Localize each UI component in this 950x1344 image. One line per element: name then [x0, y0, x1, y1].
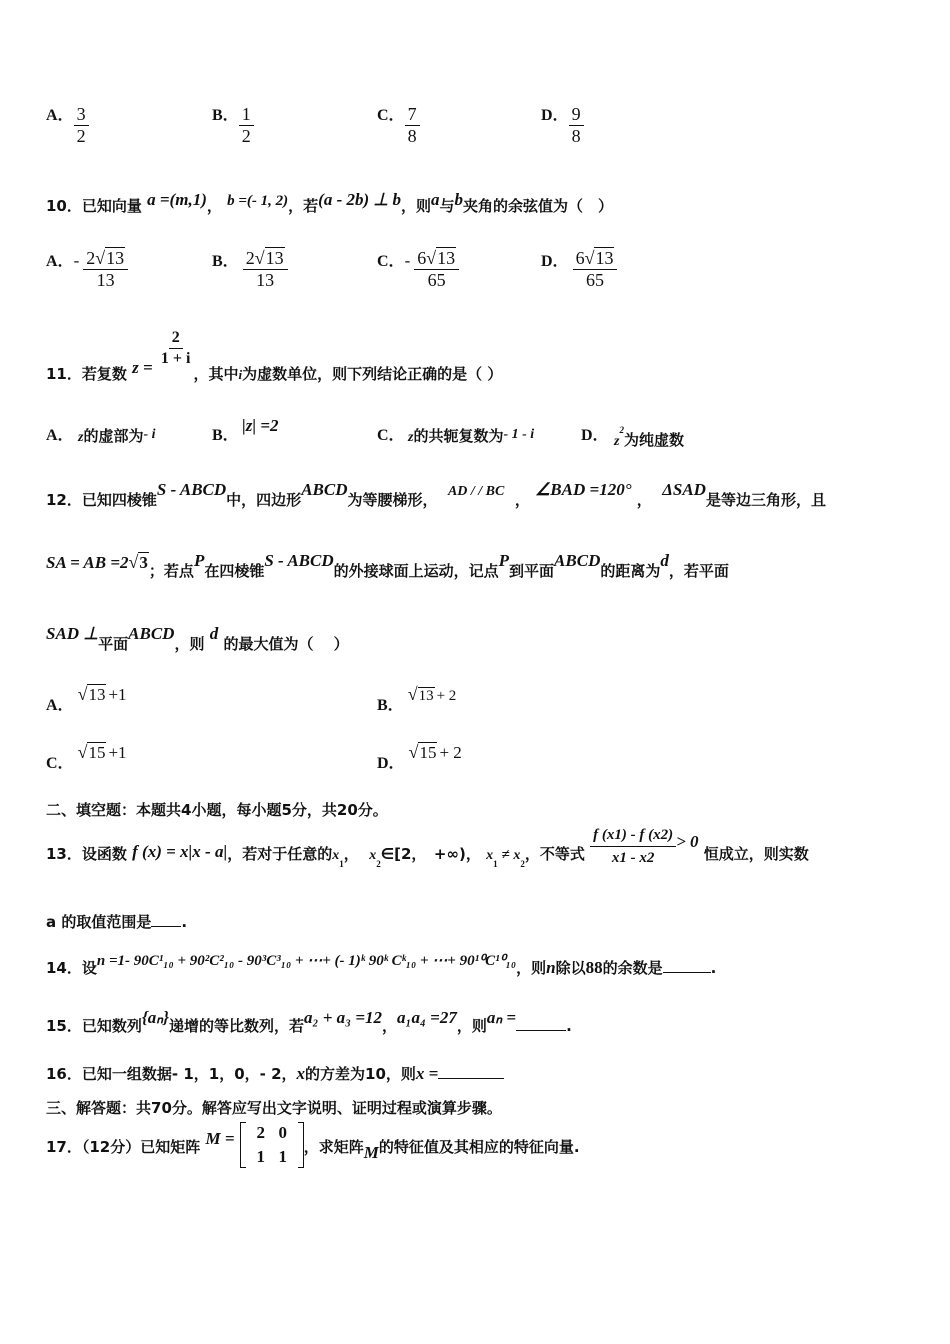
q13-fraction: $\frac{f (x1) - f (x2)}{x1 - x2}$ [590, 824, 676, 869]
q12-line3: SAD ⊥平面ABCD，则 d 的最大值为（ ） [46, 624, 349, 653]
q12-option-c: C．√15 +1 [46, 742, 127, 772]
q15-number: 15． [46, 1017, 82, 1035]
q11-number: 11． [46, 365, 82, 383]
fraction: $\frac{6√13}{65}$ [573, 248, 618, 291]
q16-number: 16． [46, 1065, 82, 1083]
fraction: $\frac{9}{8}$ [569, 104, 584, 147]
fraction: $\frac{1}{2}$ [239, 104, 254, 147]
q14-number: 14． [46, 959, 82, 977]
q11-stem: 11．若复数 z = $\frac{2}{1 + i}$ ，其中i为虚数单位，则下列结论正确的是（ ） [46, 329, 503, 383]
vector-a: a =(m,1) [147, 190, 207, 209]
fraction: $\frac{6√13}{65}$ [414, 248, 459, 291]
q9-option-b: B． $\frac{1}{2}$ [212, 104, 254, 147]
q12-line2: SA = AB =2√3；若点P在四棱锥S - ABCD的外接球面上运动，记点P到平面ABCD的距离为d，若平面 [46, 551, 729, 580]
matrix-M: 2 0 1 1 [240, 1122, 304, 1168]
q9-option-d: D． $\frac{9}{8}$ [541, 104, 584, 147]
q11-fraction: $\frac{2}{1 + i}$ [160, 329, 191, 367]
q13-stem: 13．设函数 f (x) = x|x - a|，若对于任意的$x_1$， $x_2\in[2$， +∞)， $x_1 \ne x_2$，不等式 $\frac{f (x1) - f (x2)}{x1 - x2}$ > 0 恒成立，则实数 [46, 826, 809, 871]
q13-number: 13． [46, 845, 82, 863]
q12-option-d: D．√15 + 2 [377, 742, 462, 772]
q12-option-a: A．√13 +1 [46, 684, 127, 714]
fraction: $\frac{3}{2}$ [74, 104, 89, 147]
q17-stem: 17．（12分）已知矩阵 M = 2 0 1 1 ，求矩阵M的特征值及其相应的特征向量. [46, 1123, 580, 1166]
answer-blank[interactable] [516, 1016, 566, 1031]
q12-option-b: B．√13 + 2 [377, 684, 457, 714]
q13-line2: a 的取值范围是 . [46, 913, 188, 931]
q12-number: 12． [46, 491, 82, 509]
q10-stem: 10．已知向量 a =(m,1)， b =(- 1, 2)，若(a - 2b) ⊥ b，则a与b夹角的余弦值为（ ） [46, 190, 614, 215]
q14-stem: 14．设n =1- 90C¹₁₀ + 90²C²₁₀ - 90³C³₁₀ + ⋯+ (- 1)ᵏ 90ᵏ Cᵏ₁₀ + ⋯+ 90¹⁰C¹⁰₁₀，则n除以88的余数是 . [46, 953, 717, 977]
q12-line1: 12．已知四棱锥S - ABCD中，四边形ABCD为等腰梯形， AD / / BC ， ∠BAD =120° ， ΔSAD是等边三角形，且 [46, 480, 826, 509]
answer-blank[interactable] [663, 958, 711, 973]
answer-blank[interactable] [151, 912, 181, 927]
q10-option-b: B． $\frac{2√13}{13}$ [212, 248, 288, 291]
q15-stem: 15．已知数列{aₙ}递增的等比数列，若a₂ + a₃ =12，a₁a₄ =27，则aₙ = . [46, 1008, 572, 1035]
q10-option-c: C．- $\frac{6√13}{65}$ [377, 248, 459, 291]
q12-options [46, 682, 926, 792]
q9-option-a: A． $\frac{3}{2}$ [46, 104, 89, 147]
answer-blank[interactable] [438, 1064, 504, 1079]
perp-condition: (a - 2b) ⊥ b [318, 190, 401, 209]
q14-expression: n =1- 90C¹₁₀ + 90²C²₁₀ - 90³C³₁₀ + ⋯+ (- 1)ᵏ 90ᵏ Cᵏ₁₀ + ⋯+ 90¹⁰C¹⁰₁₀ [96, 953, 517, 969]
fraction: $\frac{7}{8}$ [405, 104, 420, 147]
fraction: $\frac{2√13}{13}$ [83, 248, 128, 291]
q10-option-d: D． $\frac{6√13}{65}$ [541, 248, 617, 291]
q17-number: 17． [46, 1137, 82, 1156]
vector-b: b =(- 1, 2) [227, 193, 289, 209]
q16-stem: 16．已知一组数据- 1，1，0，- 2，x的方差为10，则x = [46, 1064, 504, 1084]
q10-option-a: A．- $\frac{2√13}{13}$ [46, 248, 128, 291]
fraction: $\frac{2√13}{13}$ [243, 248, 288, 291]
section-3-heading: 三、解答题：共70分。解答应写出文字说明、证明过程或演算步骤。 [46, 1099, 502, 1117]
q9-option-c: C． $\frac{7}{8}$ [377, 104, 420, 147]
section-2-heading: 二、填空题：本题共4小题，每小题5分，共20分。 [46, 801, 388, 819]
q10-number: 10． [46, 197, 82, 215]
